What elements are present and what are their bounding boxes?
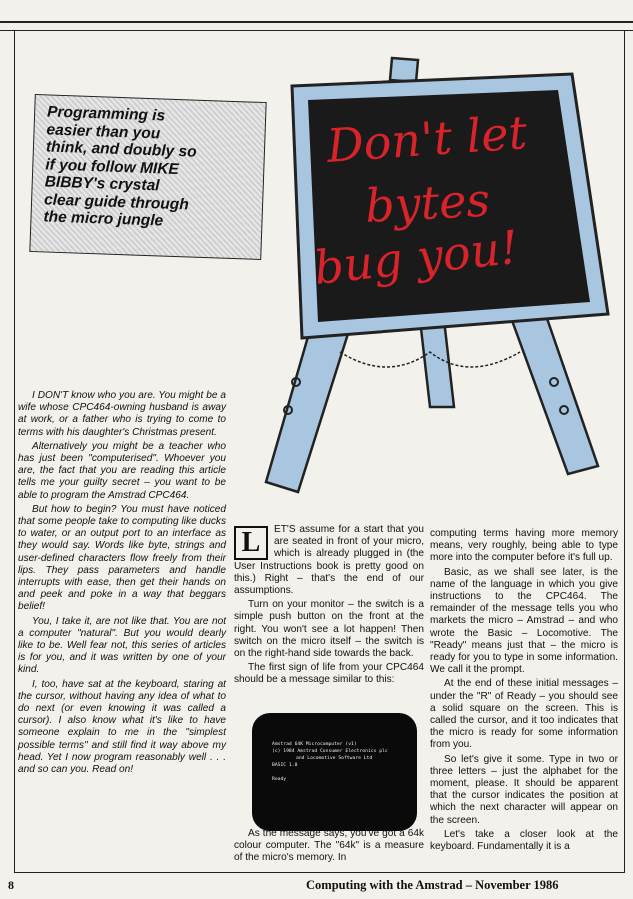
article-column-3 [430, 528, 618, 855]
standfirst-text [43, 103, 259, 233]
standfirst-box [29, 94, 266, 260]
left-column-rule [14, 30, 15, 872]
screen-line [272, 769, 402, 776]
paragraph: I, too, have sat at the keyboard, staring at the cursor, without having any idea of what to do next (or even knowing it was called a cursor). I also know what it's like to have someone explain to me in the "simplest possible terms" and still find it way above my head. Yet I now program reasonably well . . . and so can you. Read on! [18, 678, 226, 776]
standfirst-line: think, and doubly so [45, 138, 197, 161]
article-column-2 [234, 524, 424, 689]
paragraph: So let's give it some. Type in two or three letters – just the alphabet for the moment, please. It should be apparent that the cursor indicates the position at which the next character will appear on the screen. [430, 753, 618, 826]
page-footer [8, 878, 628, 896]
headline-line: Don't let [325, 105, 529, 173]
paragraph: Basic, as we shall see later, is the name of the language in which you give instructions to the CPC464. The remainder of the message tells you who markets the micro – Amstrad – and who wrote the Basic – Locomotive. The "Ready" means just that – the micro is ready for you to type in some information. We call it the prompt. [430, 566, 618, 676]
easel-right-leg [506, 304, 598, 474]
paragraph: computing terms having more memory means, very roughly, being able to type more into the computer before it's full up. [430, 528, 618, 564]
paragraph: You, I take it, are not like that. You are not a computer "natural". But you would dearly like to be. Well fear not, this series of articles is for you, and it was written by one of your kind. [18, 615, 226, 676]
article-column-2-end [234, 828, 424, 867]
screen-line: (c) 1984 Amstrad Consumer Electronics plc [272, 749, 388, 754]
paragraph: But how to begin? You must have noticed that some people take to computing like ducks to water, or an output port to an interface as they would say. Words like byte, strings and user-defined characters flow freely from their lips. They pass parameters and handle interrupts with ease, then get their hands on and peek and poke in a way that beggars belief! [18, 503, 226, 613]
paragraph: At the end of these initial messages – under the "R" of Ready – you should see a solid square on the screen. This is called the cursor, and it too indicates that the micro is ready for some information from you. [430, 678, 618, 751]
easel-top-peg [390, 58, 418, 82]
top-rule [0, 21, 633, 23]
paragraph-first [234, 524, 424, 597]
screen-line: BASIC 1.0 [272, 763, 298, 768]
screen-line: Amstrad 64K Microcomputer (v1) [272, 742, 357, 747]
article-column-1 [18, 390, 226, 778]
paragraph: As the message says, you've got a 64k colour computer. The "64k" is a measure of the micro's memory. In [234, 828, 424, 864]
standfirst-line: clear guide through [43, 190, 190, 213]
headline-line: bytes [363, 172, 492, 233]
screen-message [272, 741, 402, 783]
drop-cap: L [234, 526, 268, 560]
monitor-screen [252, 713, 417, 831]
paragraph: I DON'T know who you are. You might be a wife whose CPC464-owning husband is away at work, or a father who is trying to come to terms with his daughter's Christmas present. [18, 390, 226, 438]
headline-line: bug you! [311, 219, 521, 295]
standfirst-line: Programming is [46, 103, 166, 125]
screen-line: and Locomotive Software Ltd [296, 756, 373, 761]
standfirst-line: BIBBY's crystal [44, 173, 160, 195]
magazine-title: Computing with the Amstrad – November 1986 [306, 878, 559, 892]
paragraph-first-text: ET'S assume for a start that you are seated in front of your micro, which is already plugged in (the User Instructions book is pretty good on this.) Right – that's the end of our assumptions. [234, 524, 424, 597]
paragraph: Turn on your monitor – the switch is a simple push button on the front at the right. You won't see a lot happen! Then switch on the micro itself – the switch is on the right-hand side towards the back. [234, 599, 424, 660]
paragraph: The first sign of life from your CPC464 should be a message similar to this: [234, 662, 424, 686]
paragraph: Alternatively you might be a teacher who has just been "computerised". Whoever you are, the fact that you are reading this article tells me your guilty secret – you want to be able to program the Amstrad CPC464. [18, 440, 226, 501]
top-rule-2 [0, 30, 633, 31]
easel-illustration [258, 52, 628, 512]
page-number: 8 [8, 878, 14, 892]
standfirst-line: easier than you [46, 120, 161, 142]
standfirst-line: if you follow MIKE [45, 155, 180, 178]
bottom-rule [14, 872, 625, 873]
standfirst-line: the micro jungle [43, 208, 164, 230]
screen-line: Ready [272, 777, 287, 782]
paragraph: Let's take a closer look at the keyboard. Fundamentally it is a [430, 828, 618, 853]
